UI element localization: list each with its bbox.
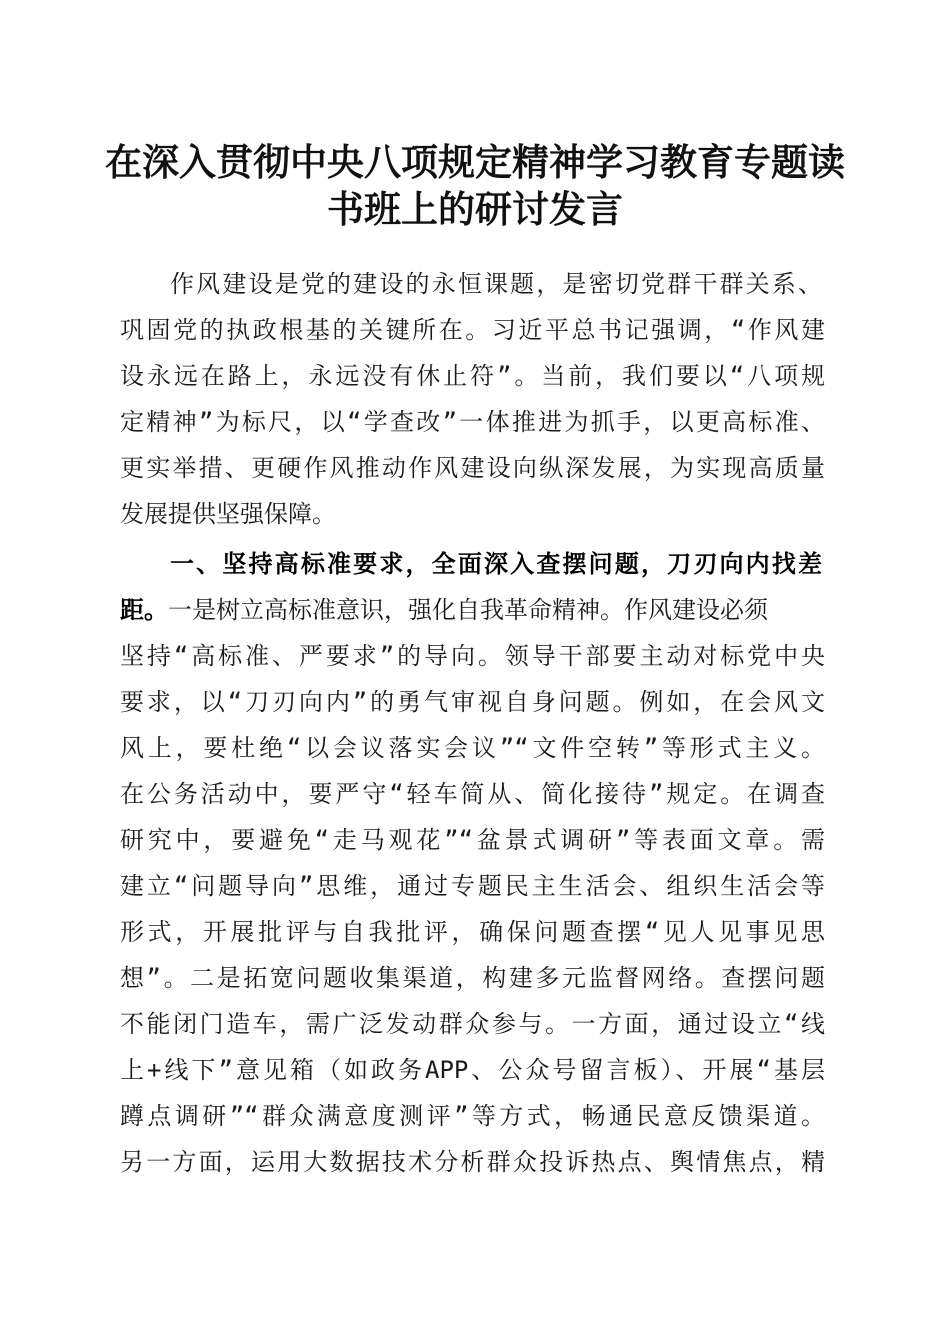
- body-line: 巩固党的执政根基的关键所在。习近平总书记强调，“作风建: [120, 316, 825, 344]
- body-line: 在公务活动中，要严守“轻车简从、简化接待”规定。在调查: [120, 780, 825, 808]
- section-heading-end: 距。: [120, 596, 168, 624]
- document-title-line-2: 书班上的研讨发言: [327, 187, 623, 231]
- body-line: 发展提供坚强保障。: [120, 500, 336, 528]
- body-line: 更实举措、更硬作风推动作风建设向纵深发展，为实现高质量: [120, 454, 825, 482]
- body-line: 不能闭门造车，需广泛发动群众参与。一方面，通过设立“线: [120, 1010, 825, 1038]
- body-line-with-heading-end: [120, 587, 825, 633]
- body-line: 蹲点调研”“群众满意度测评”等方式，畅通民意反馈渠道。: [120, 1102, 825, 1130]
- body-line: 建立“问题导向”思维，通过专题民主生活会、组织生活会等: [120, 872, 825, 900]
- body-text-run: 一是树立高标准意识，强化自我革命精神。作风建设必须: [168, 596, 768, 624]
- document-title-line-1: 在深入贯彻中央八项规定精神学习教育专题读: [105, 140, 845, 184]
- body-line: 形式，开展批评与自我批评，确保问题查摆“见人见事见思: [120, 918, 825, 946]
- body-line: 风上，要杜绝“以会议落实会议”“文件空转”等形式主义。: [120, 734, 825, 762]
- body-line: 要求，以“刀刃向内”的勇气审视自身问题。例如，在会风文: [120, 688, 825, 716]
- body-line: 作风建设是党的建设的永恒课题，是密切党群干群关系、: [170, 270, 822, 298]
- body-line: 研究中，要避免“走马观花”“盆景式调研”等表面文章。需: [120, 826, 825, 854]
- body-line: 定精神”为标尺，以“学查改”一体推进为抓手，以更高标准、: [120, 408, 825, 436]
- body-line: 上+线下”意见箱（如政务APP、公众号留言板）、开展“基层: [120, 1056, 825, 1084]
- body-line: 设永远在路上，永远没有休止符”。当前，我们要以“八项规: [120, 362, 825, 390]
- body-line: 坚持“高标准、严要求”的导向。领导干部要主动对标党中央: [120, 642, 825, 670]
- body-line: 另一方面，运用大数据技术分析群众投诉热点、舆情焦点，精: [120, 1148, 825, 1176]
- section-heading-line: 一、坚持高标准要求，全面深入查摆问题，刀刃向内找差: [170, 550, 822, 578]
- body-line: 想”。二是拓宽问题收集渠道，构建多元监督网络。查摆问题: [120, 964, 825, 992]
